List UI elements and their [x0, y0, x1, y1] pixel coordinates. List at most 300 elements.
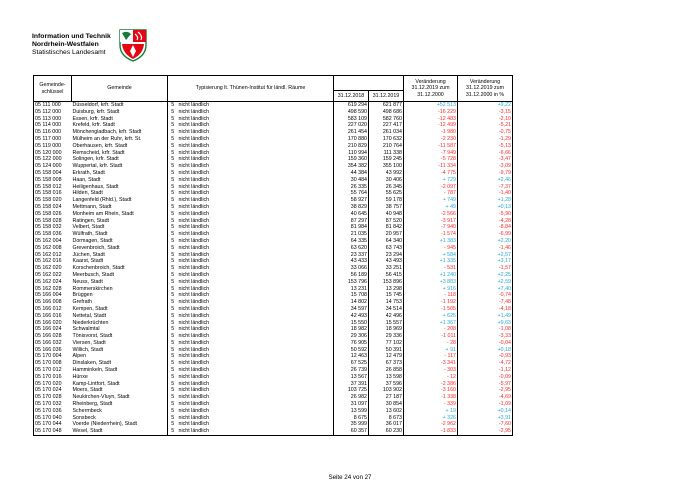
org-name-line1: Information und Technik	[32, 33, 111, 40]
population-2019: 261 034	[369, 129, 404, 136]
change-percent: -0,09	[458, 374, 513, 381]
table-row	[34, 265, 513, 272]
municipality-name: Ratingen, Stadt	[72, 217, 110, 224]
municipality-name: Wesel, Stadt	[72, 428, 168, 435]
type-code: 5	[168, 381, 178, 388]
change-absolute: - 945	[404, 245, 458, 252]
type-code: 5	[168, 367, 178, 374]
population-2019: 23 294	[369, 252, 404, 259]
type-label: nicht ländlich	[178, 380, 210, 387]
change-absolute: -5 728	[404, 156, 458, 163]
change-percent: -0,74	[458, 292, 513, 299]
municipality-name: Brüggen	[72, 292, 93, 299]
change-absolute: -3 341	[404, 360, 458, 367]
municipality-name: Grevenbroich, Stadt	[72, 244, 120, 251]
municipality-key: 05 166 024	[34, 326, 72, 333]
header-dates-group	[334, 76, 404, 91]
type-label: nicht ländlich	[178, 149, 210, 156]
change-percent: -4,28	[458, 218, 513, 225]
municipality-key: 05 158 012	[34, 184, 72, 191]
header-date-2018: 31.12.2018	[334, 91, 369, 102]
header-type: Typisierung lt. Thünen-Institut für ländl. Räume	[168, 76, 334, 102]
type-code: 5	[168, 218, 178, 225]
change-percent: -1,40	[458, 190, 513, 197]
municipality-key: 05 166 020	[34, 320, 72, 327]
municipality-key: 05 170 040	[34, 415, 72, 422]
municipality-key: 05 111 000	[34, 102, 72, 109]
type-code: 5	[168, 252, 178, 259]
change-absolute: - 303	[404, 367, 458, 374]
table-row	[34, 401, 513, 408]
change-absolute: - 117	[404, 353, 458, 360]
population-2019: 15 557	[369, 320, 404, 327]
municipality-key: 05 113 000	[34, 116, 72, 123]
population-2018: 18 982	[334, 326, 369, 333]
type-label: nicht ländlich	[178, 394, 210, 401]
municipality-key: 05 116 000	[34, 129, 72, 136]
table-row	[34, 353, 513, 360]
municipality-key: 05 119 000	[34, 143, 72, 150]
municipality-key: 05 112 000	[34, 109, 72, 116]
municipality-key: 05 122 000	[34, 156, 72, 163]
municipality-key: 05 166 016	[34, 313, 72, 320]
change-percent: +2,25	[458, 272, 513, 279]
change-percent: +1,28	[458, 197, 513, 204]
population-2018: 43 433	[334, 258, 369, 265]
municipality-key: 05 162 008	[34, 245, 72, 252]
population-2018: 26 739	[334, 367, 369, 374]
municipality-name: Tönisvorst, Stadt	[72, 333, 113, 340]
change-absolute: -3 160	[404, 387, 458, 394]
population-2019: 170 632	[369, 136, 404, 143]
municipality-name: Hünxe	[72, 373, 88, 380]
population-2019: 50 391	[369, 347, 404, 354]
change-absolute: + 749	[404, 197, 458, 204]
type-code: 5	[168, 258, 178, 265]
municipality-name: Neuss, Stadt	[72, 278, 103, 285]
population-2018: 56 189	[334, 272, 369, 279]
population-2018: 14 802	[334, 299, 369, 306]
page-number: Seite 24 von 27	[328, 474, 372, 481]
population-2019: 36 017	[369, 421, 404, 428]
population-2018: 64 335	[334, 238, 369, 245]
type-label: nicht ländlich	[178, 401, 210, 408]
type-label: nicht ländlich	[178, 135, 210, 142]
municipality-name: Erkrath, Stadt	[72, 169, 105, 176]
change-percent: -1,29	[458, 136, 513, 143]
nrw-coat-of-arms-logo	[118, 28, 148, 62]
change-absolute: + 625	[404, 313, 458, 320]
population-2018: 87 297	[334, 218, 369, 225]
table-row	[34, 245, 513, 252]
municipality-key: 05 170 048	[34, 428, 72, 435]
municipality-key: 05 158 032	[34, 224, 72, 231]
type-code: 5	[168, 374, 178, 381]
type-label: nicht ländlich	[178, 305, 210, 312]
table-row	[34, 224, 513, 231]
type-code: 5	[168, 143, 178, 150]
population-2019: 64 340	[369, 238, 404, 245]
population-2018: 44 384	[334, 170, 369, 177]
municipality-name: Wülfrath, Stadt	[72, 231, 108, 238]
population-2019: 43 493	[369, 258, 404, 265]
change-absolute: - 787	[404, 190, 458, 197]
table-row	[34, 129, 513, 136]
population-2019: 56 415	[369, 272, 404, 279]
municipality-name: Kempen, Stadt	[72, 305, 108, 312]
type-label: nicht ländlich	[178, 231, 210, 238]
table-row	[34, 428, 513, 435]
type-label: nicht ländlich	[178, 373, 210, 380]
change-absolute: -2 097	[404, 184, 458, 191]
population-2019: 34 514	[369, 306, 404, 313]
table-row	[34, 150, 513, 157]
municipality-key: 05 162 004	[34, 238, 72, 245]
type-label: nicht ländlich	[178, 102, 210, 108]
population-2019: 30 406	[369, 177, 404, 184]
table-row	[34, 122, 513, 129]
population-2019: 210 764	[369, 143, 404, 150]
municipality-name: Remscheid, krfr. Stadt	[72, 149, 125, 156]
change-percent: -4,72	[458, 360, 513, 367]
population-2018: 50 592	[334, 347, 369, 354]
change-absolute: -2 566	[404, 211, 458, 218]
population-2019: 40 948	[369, 211, 404, 218]
municipality-name: Viersen, Stadt	[72, 339, 106, 346]
table-row	[34, 218, 513, 225]
type-label: nicht ländlich	[178, 244, 210, 251]
municipality-key: 05 170 020	[34, 381, 72, 388]
type-label: nicht ländlich	[178, 163, 210, 170]
type-label: nicht ländlich	[178, 156, 210, 163]
population-2018: 583 109	[334, 116, 369, 123]
type-label: nicht ländlich	[178, 122, 210, 129]
municipality-name: Langenfeld (Rhld.), Stadt	[72, 197, 132, 204]
type-code: 5	[168, 150, 178, 157]
population-2019: 81 842	[369, 224, 404, 231]
population-2019: 153 896	[369, 279, 404, 286]
type-code: 5	[168, 299, 178, 306]
type-label: nicht ländlich	[178, 190, 210, 197]
municipality-name: Heiligenhaus, Stadt	[72, 183, 119, 190]
municipality-key: 05 162 016	[34, 258, 72, 265]
municipality-key: 05 158 016	[34, 190, 72, 197]
change-percent: -3,47	[458, 156, 513, 163]
change-absolute: + 326	[404, 415, 458, 422]
municipality-name: Dormagen, Stadt	[72, 237, 113, 244]
change-percent: -0,04	[458, 340, 513, 347]
municipality-name: Oberhausen, krfr. Stadt	[72, 142, 128, 149]
change-absolute: - 531	[404, 265, 458, 272]
change-absolute: -4 775	[404, 170, 458, 177]
change-absolute: - 28	[404, 340, 458, 347]
change-percent: +0,13	[458, 204, 513, 211]
municipality-name: Schwalmtal	[72, 326, 100, 333]
change-percent: +0,18	[458, 347, 513, 354]
change-absolute: +1 367	[404, 320, 458, 327]
type-code: 5	[168, 353, 178, 360]
population-2018: 37 391	[334, 381, 369, 388]
org-name-line2: Nordrhein-Westfalen	[32, 41, 99, 48]
population-2018: 15 708	[334, 292, 369, 299]
type-code: 5	[168, 401, 178, 408]
population-2018: 26 982	[334, 394, 369, 401]
table-row	[34, 272, 513, 279]
change-percent: -5,90	[458, 211, 513, 218]
type-label: nicht ländlich	[178, 197, 210, 204]
municipality-key: 05 166 008	[34, 299, 72, 306]
population-2019: 38 757	[369, 204, 404, 211]
change-percent: -2,95	[458, 428, 513, 435]
population-2018: 21 035	[334, 231, 369, 238]
change-absolute: -1 980	[404, 129, 458, 136]
type-label: nicht ländlich	[178, 169, 210, 176]
type-code: 5	[168, 286, 178, 293]
municipality-name: Schermbeck	[72, 407, 102, 414]
change-percent: -7,37	[458, 184, 513, 191]
population-2019: 63 743	[369, 245, 404, 252]
change-absolute: -2 230	[404, 136, 458, 143]
change-absolute: + 91	[404, 347, 458, 354]
type-code: 5	[168, 265, 178, 272]
table-row	[34, 252, 513, 259]
type-code: 5	[168, 102, 178, 109]
municipality-key: 05 166 032	[34, 340, 72, 347]
change-absolute: -1 833	[404, 428, 458, 435]
table-row	[34, 286, 513, 293]
table-row	[34, 421, 513, 428]
type-code: 5	[168, 129, 178, 136]
population-2019: 20 957	[369, 231, 404, 238]
change-percent: -0,93	[458, 353, 513, 360]
population-2018: 8 675	[334, 415, 369, 422]
type-code: 5	[168, 224, 178, 231]
change-absolute: +1 240	[404, 272, 458, 279]
municipality-name: Voerde (Niederrhein), Stadt	[72, 421, 137, 428]
table-row	[34, 408, 513, 415]
type-code: 5	[168, 272, 178, 279]
type-label: nicht ländlich	[178, 319, 210, 326]
municipality-key: 05 170 028	[34, 394, 72, 401]
table-row	[34, 415, 513, 422]
municipality-name: Nettetal, Stadt	[72, 312, 107, 319]
change-absolute: + 49	[404, 204, 458, 211]
population-2018: 34 597	[334, 306, 369, 313]
change-percent: +2,59	[458, 279, 513, 286]
municipality-key: 05 158 024	[34, 204, 72, 211]
table-row	[34, 136, 513, 143]
population-2018: 354 382	[334, 163, 369, 170]
municipality-key: 05 166 036	[34, 347, 72, 354]
municipality-key: 05 120 000	[34, 150, 72, 157]
table-row	[34, 177, 513, 184]
table-row	[34, 381, 513, 388]
population-2018: 12 463	[334, 353, 369, 360]
population-2018: 58 927	[334, 197, 369, 204]
table-row	[34, 367, 513, 374]
change-absolute: +3 883	[404, 279, 458, 286]
change-absolute: +1 383	[404, 238, 458, 245]
type-code: 5	[168, 313, 178, 320]
type-code: 5	[168, 245, 178, 252]
population-2018: 23 337	[334, 252, 369, 259]
change-absolute: -1 192	[404, 299, 458, 306]
change-absolute: -1 505	[404, 306, 458, 313]
change-absolute: + 916	[404, 286, 458, 293]
type-label: nicht ländlich	[178, 217, 210, 224]
municipality-name: Dinslaken, Stadt	[72, 360, 112, 367]
municipality-name: Meerbusch, Stadt	[72, 271, 115, 278]
municipality-name: Essen, krfr. Stadt	[72, 115, 113, 122]
municipality-key: 05 158 026	[34, 211, 72, 218]
municipality-key: 05 158 036	[34, 231, 72, 238]
population-2018: 13 567	[334, 374, 369, 381]
table-row	[34, 279, 513, 286]
population-2019: 111 338	[369, 150, 404, 157]
population-2018: 261 454	[334, 129, 369, 136]
change-percent: -6,66	[458, 150, 513, 157]
population-2019: 43 992	[369, 170, 404, 177]
table-row	[34, 170, 513, 177]
header-key: Gemeinde- schlüssel	[34, 76, 72, 102]
change-absolute: - 12	[404, 374, 458, 381]
type-code: 5	[168, 163, 178, 170]
type-code: 5	[168, 347, 178, 354]
municipality-name: Hamminkeln, Stadt	[72, 367, 118, 374]
header-date-2019: 31.12.2019	[369, 91, 404, 102]
change-absolute: - 339	[404, 401, 458, 408]
population-2018: 13 231	[334, 286, 369, 293]
change-percent: -1,57	[458, 265, 513, 272]
type-code: 5	[168, 184, 178, 191]
table-row	[34, 299, 513, 306]
change-percent: -6,99	[458, 231, 513, 238]
municipality-name: Mettmann, Stadt	[72, 203, 112, 210]
type-code: 5	[168, 340, 178, 347]
municipality-name: Willich, Stadt	[72, 346, 104, 353]
change-percent: -2,10	[458, 116, 513, 123]
population-2019: 60 230	[369, 428, 404, 435]
population-2019: 621 877	[369, 102, 404, 109]
population-2018: 153 796	[334, 279, 369, 286]
municipality-key: 05 162 020	[34, 265, 72, 272]
municipality-name: Monheim am Rhein, Stadt	[72, 210, 134, 217]
population-2019: 27 187	[369, 394, 404, 401]
municipality-name: Mülheim an der Ruhr, krfr. St.	[72, 135, 142, 142]
change-absolute: + 729	[404, 177, 458, 184]
table-row	[34, 197, 513, 204]
population-2019: 14 753	[369, 299, 404, 306]
type-label: nicht ländlich	[178, 108, 210, 115]
type-label: nicht ländlich	[178, 285, 210, 292]
type-code: 5	[168, 156, 178, 163]
population-2018: 227 020	[334, 122, 369, 129]
type-label: nicht ländlich	[178, 312, 210, 319]
change-percent: -3,33	[458, 333, 513, 340]
type-label: nicht ländlich	[178, 129, 210, 136]
header-name: Gemeinde	[72, 76, 168, 102]
population-2018: 63 620	[334, 245, 369, 252]
type-code: 5	[168, 190, 178, 197]
type-label: nicht ländlich	[178, 421, 210, 428]
population-2019: 67 373	[369, 360, 404, 367]
table-row	[34, 238, 513, 245]
type-code: 5	[168, 204, 178, 211]
type-label: nicht ländlich	[178, 203, 210, 210]
type-label: nicht ländlich	[178, 142, 210, 149]
municipality-key: 05 170 004	[34, 353, 72, 360]
change-percent: +7,40	[458, 286, 513, 293]
change-percent: -3,09	[458, 163, 513, 170]
population-2018: 103 725	[334, 387, 369, 394]
municipality-name: Hilden, Stadt	[72, 190, 103, 197]
type-label: nicht ländlich	[178, 115, 210, 122]
table-row	[34, 340, 513, 347]
type-code: 5	[168, 231, 178, 238]
municipality-key: 05 158 008	[34, 177, 72, 184]
type-label: nicht ländlich	[178, 407, 210, 414]
table-row	[34, 143, 513, 150]
municipality-name: Neukirchen-Vluyn, Stadt	[72, 394, 130, 401]
population-2019: 26 858	[369, 367, 404, 374]
population-2018: 210 829	[334, 143, 369, 150]
municipality-name: Kamp-Lintfort, Stadt	[72, 380, 120, 387]
type-code: 5	[168, 326, 178, 333]
type-label: nicht ländlich	[178, 278, 210, 285]
population-2019: 42 496	[369, 313, 404, 320]
change-absolute: +1 335	[404, 258, 458, 265]
table-row	[34, 211, 513, 218]
population-table	[33, 75, 513, 436]
change-percent: -8,84	[458, 224, 513, 231]
population-2018: 67 525	[334, 360, 369, 367]
municipality-key: 05 166 004	[34, 292, 72, 299]
table-row	[34, 292, 513, 299]
type-label: nicht ländlich	[178, 339, 210, 346]
municipality-key: 05 158 028	[34, 218, 72, 225]
change-percent: +2,20	[458, 238, 513, 245]
type-code: 5	[168, 333, 178, 340]
type-label: nicht ländlich	[178, 176, 210, 183]
population-2019: 8 673	[369, 415, 404, 422]
type-label: nicht ländlich	[178, 237, 210, 244]
change-percent: +2,46	[458, 177, 513, 184]
municipality-key: 05 166 028	[34, 333, 72, 340]
municipality-key: 05 158 004	[34, 170, 72, 177]
type-code: 5	[168, 116, 178, 123]
change-absolute: -12 499	[404, 122, 458, 129]
table-row	[34, 231, 513, 238]
type-code: 5	[168, 421, 178, 428]
table-row	[34, 394, 513, 401]
population-2018: 60 357	[334, 428, 369, 435]
change-percent: -2,95	[458, 387, 513, 394]
change-absolute: -2 386	[404, 381, 458, 388]
change-absolute: +52 513	[404, 102, 458, 109]
type-label: nicht ländlich	[178, 353, 210, 360]
type-code: 5	[168, 387, 178, 394]
change-absolute: - 208	[404, 326, 458, 333]
population-2019: 13 298	[369, 286, 404, 293]
type-label: nicht ländlich	[178, 360, 210, 367]
table-row	[34, 258, 513, 265]
municipality-name: Alpen	[72, 353, 87, 360]
change-absolute: -7 940	[404, 224, 458, 231]
table-row	[34, 184, 513, 191]
change-absolute: -1 574	[404, 231, 458, 238]
population-2018: 159 360	[334, 156, 369, 163]
population-2018: 619 294	[334, 102, 369, 109]
